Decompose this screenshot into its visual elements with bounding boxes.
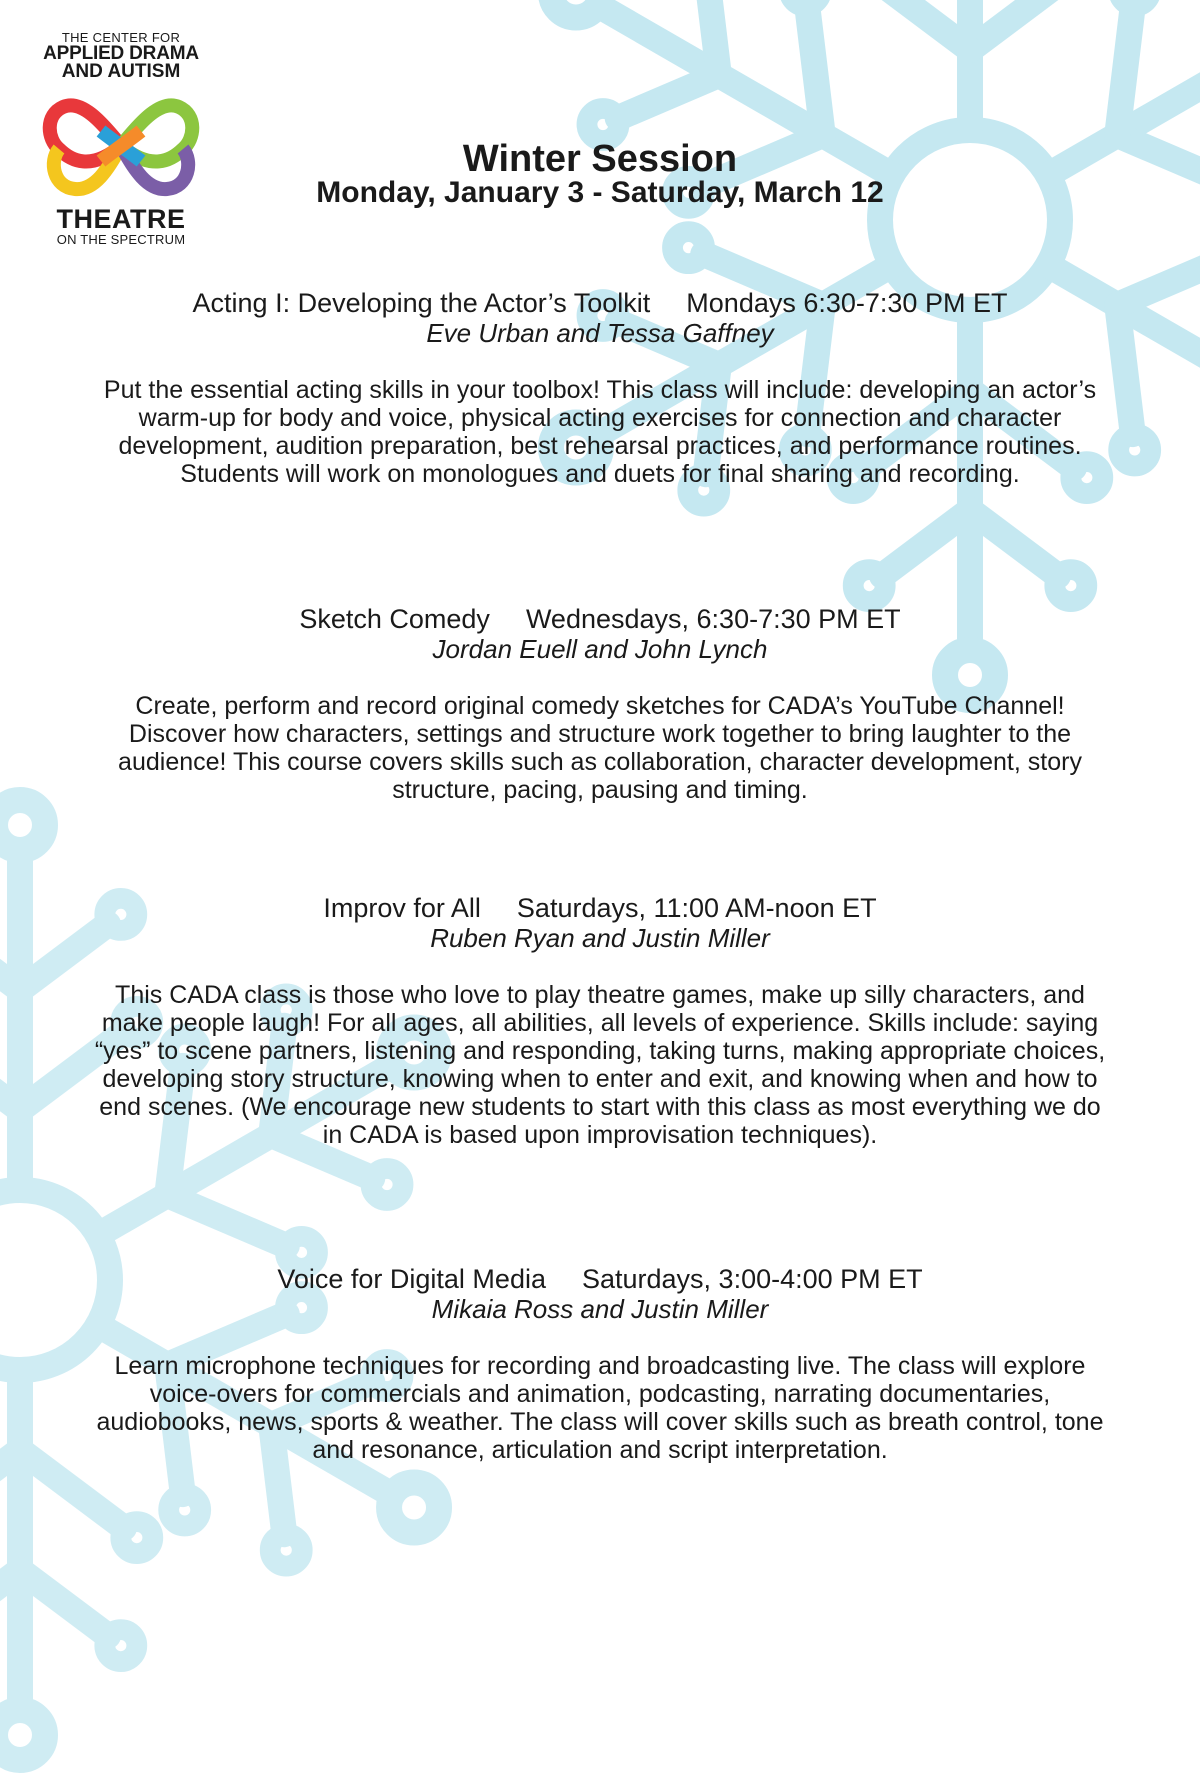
course-schedule: Wednesdays, 6:30-7:30 PM ET <box>525 604 901 634</box>
logo-line-applied-drama: APPLIED DRAMA <box>43 43 199 64</box>
course-name: Acting I: Developing the Actor’s Toolkit <box>192 288 651 318</box>
course-teachers: Mikaia Ross and Justin Miller <box>431 1294 769 1324</box>
course-heading <box>90 893 1110 923</box>
course-name: Voice for Digital Media <box>277 1264 546 1294</box>
course-heading <box>90 288 1110 318</box>
course-acting <box>90 288 1110 488</box>
page-title: Winter Session <box>462 138 738 180</box>
course-sketch-comedy <box>90 604 1110 804</box>
course-heading <box>90 604 1110 634</box>
course-description: Learn microphone techniques for recording and broadcasting live. The class will explore voice-overs for commercials and animation, podcasting, narrating documentaries, audiobooks, news, sports & weather. The class will cover skills such as breath control, tone and resonance, articulation and script interpretation. <box>96 1352 1104 1464</box>
course-description: This CADA class is those who love to play theatre games, make up silly characters, and make people laugh! For all ages, all abilities, all levels of experience. Skills include: saying “yes” to scene partners, listening and responding, taking turns, making appropriate choices, developing story structure, knowing when to enter and exit, and knowing when and how to end scenes. (We encourage new students to start with this class as most everything we do in CADA is based upon improvisation techniques). <box>94 981 1106 1149</box>
course-heading <box>90 1264 1110 1294</box>
course-description: Create, perform and record original comedy sketches for CADA’s YouTube Channel! Discover how characters, settings and structure work together to bring laughter to the audience! This course covers skills such as collaboration, character development, story structure, pacing, pausing and timing. <box>118 692 1082 804</box>
course-schedule: Mondays 6:30-7:30 PM ET <box>686 288 1008 318</box>
logo-line-theatre: THEATRE <box>56 204 186 234</box>
logo-line-and-autism: AND AUTISM <box>61 61 181 82</box>
course-name: Improv for All <box>323 893 481 923</box>
course-teachers: Eve Urban and Tessa Gaffney <box>426 318 774 348</box>
course-description: Put the essential acting skills in your toolbox! This class will include: developing an actor’s warm-up for body and voice, physical acting exercises for connection and character development, audition preparation, best rehearsal practices, and performance routines. Students will work on monologues and duets for final sharing and recording. <box>103 376 1097 488</box>
course-improv <box>90 893 1110 1149</box>
course-schedule: Saturdays, 11:00 AM-noon ET <box>516 893 877 923</box>
session-dates: Monday, January 3 - Saturday, March 12 <box>316 176 884 209</box>
course-voice-digital-media <box>90 1264 1110 1464</box>
course-teachers: Ruben Ryan and Justin Miller <box>430 923 770 953</box>
logo-line-center-for: THE CENTER FOR <box>61 30 181 45</box>
course-schedule: Saturdays, 3:00-4:00 PM ET <box>581 1264 923 1294</box>
course-teachers: Jordan Euell and John Lynch <box>432 634 768 664</box>
course-name: Sketch Comedy <box>299 604 490 634</box>
logo-line-on-the-spectrum: ON THE SPECTRUM <box>56 232 186 247</box>
